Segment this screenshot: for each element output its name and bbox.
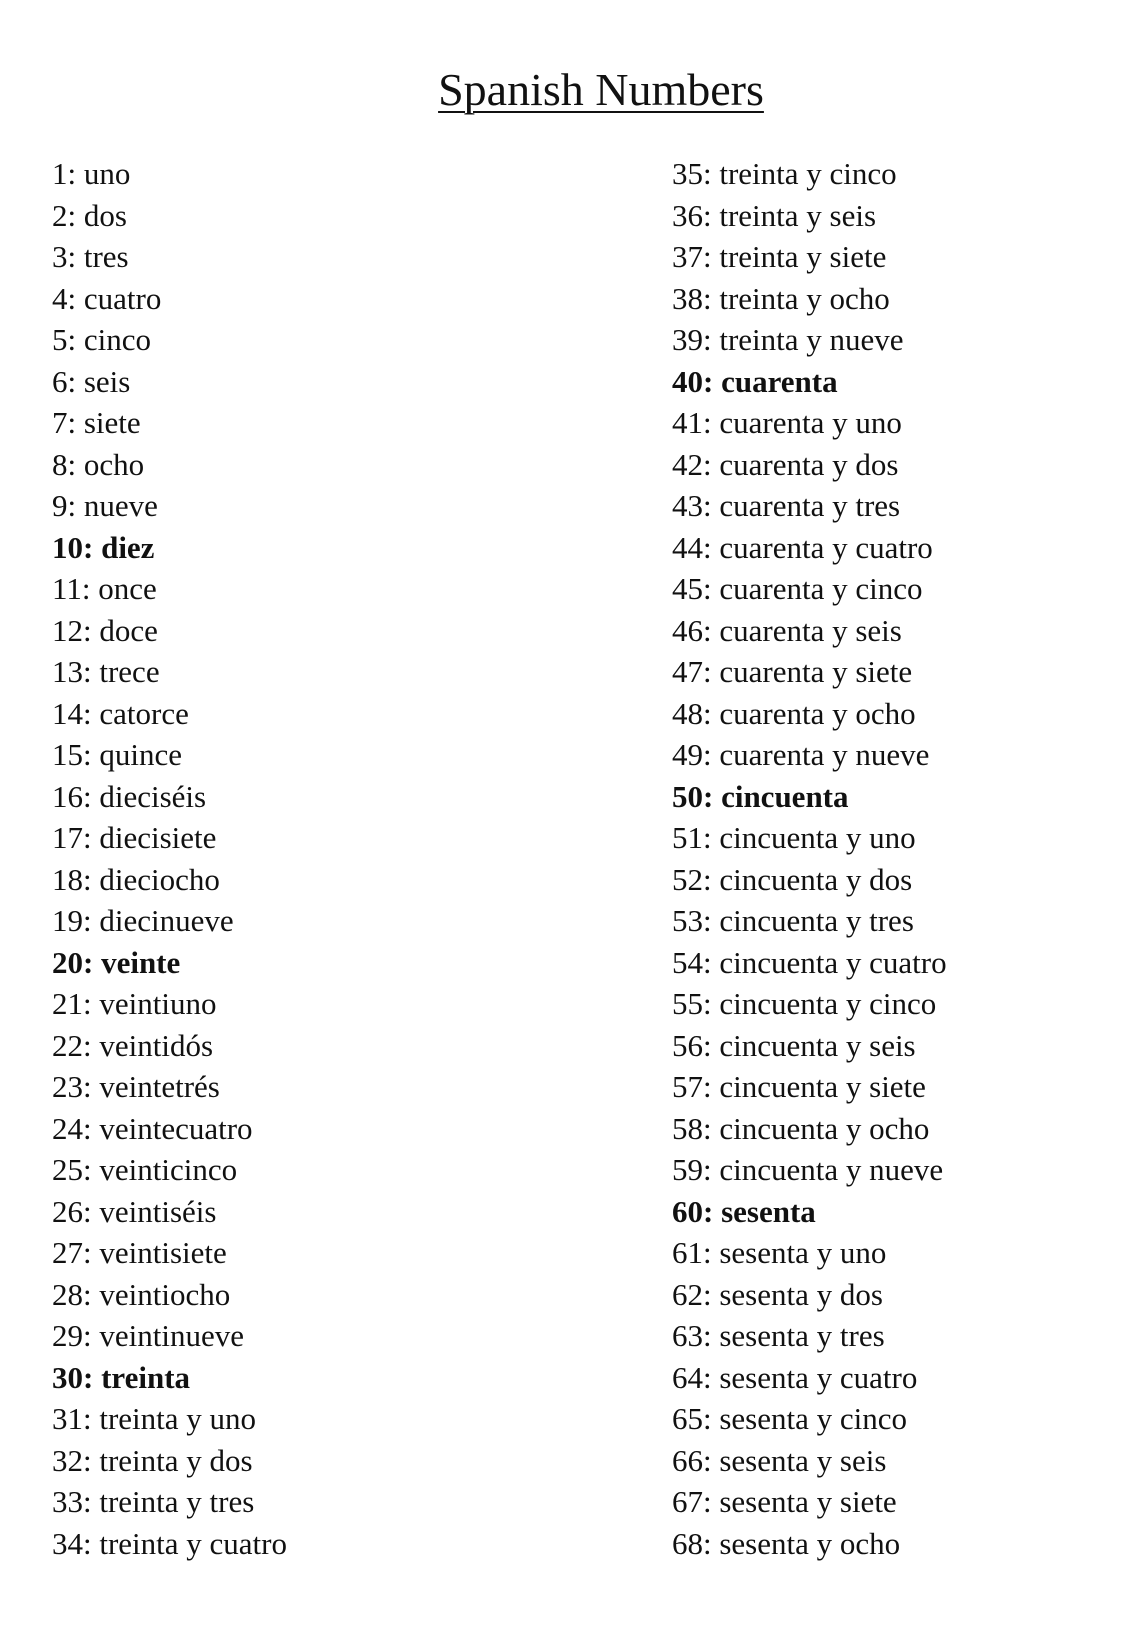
number-entry: 44: cuarenta y cuatro — [672, 529, 933, 565]
number-entry: 63: sesenta y tres — [672, 1318, 885, 1353]
number-entry: 28: veintiocho — [52, 1276, 231, 1312]
number-entry: 21: veintiuno — [52, 986, 217, 1021]
number-entry: 46: cuarenta y seis — [672, 612, 902, 648]
number-entry: 3: tres — [52, 239, 129, 274]
number-entry-tens: 40: cuarenta — [672, 363, 838, 399]
number-entry: 19: diecinueve — [52, 903, 234, 938]
number-entry: 48: cuarenta y ocho — [672, 695, 916, 731]
number-entry: 22: veintidós — [52, 1027, 214, 1063]
number-entry: 47: cuarenta y siete — [672, 654, 913, 689]
number-entry: 61: sesenta y uno — [672, 1235, 887, 1270]
number-entry: 8: ocho — [52, 446, 145, 482]
number-entry: 1: uno — [52, 156, 131, 191]
number-entry: 65: sesenta y cinco — [672, 1401, 908, 1436]
number-entry: 56: cincuenta y seis — [672, 1027, 916, 1063]
number-entry: 6: seis — [52, 363, 131, 399]
number-entry: 13: trece — [52, 654, 160, 689]
number-entry-tens: 60: sesenta — [672, 1193, 816, 1229]
number-entry: 4: cuatro — [52, 280, 162, 316]
number-entry: 14: catorce — [52, 695, 189, 731]
number-entry: 5: cinco — [52, 322, 151, 357]
number-entry: 35: treinta y cinco — [672, 156, 897, 191]
number-entry: 52: cincuenta y dos — [672, 861, 913, 897]
number-entry: 42: cuarenta y dos — [672, 446, 899, 482]
number-entry: 41: cuarenta y uno — [672, 405, 902, 440]
number-entry: 9: nueve — [52, 488, 158, 523]
number-entry: 67: sesenta y siete — [672, 1484, 897, 1519]
number-entry: 32: treinta y dos — [52, 1442, 253, 1478]
number-entry: 43: cuarenta y tres — [672, 488, 901, 523]
number-entry: 38: treinta y ocho — [672, 280, 890, 316]
number-entry: 49: cuarenta y nueve — [672, 737, 930, 772]
number-entry: 34: treinta y cuatro — [52, 1525, 287, 1561]
number-entry: 29: veintinueve — [52, 1318, 244, 1353]
number-entry: 64: sesenta y cuatro — [672, 1359, 918, 1395]
number-entry: 7: siete — [52, 405, 141, 440]
number-entry: 39: treinta y nueve — [672, 322, 904, 357]
number-entry: 26: veintiséis — [52, 1193, 217, 1229]
number-entry: 51: cincuenta y uno — [672, 820, 916, 855]
number-entry: 24: veintecuatro — [52, 1110, 253, 1146]
page-title-text: Spanish Numbers — [438, 64, 764, 115]
page-title — [0, 62, 1140, 118]
number-entry: 59: cincuenta y nueve — [672, 1152, 944, 1187]
number-entry: 68: sesenta y ocho — [672, 1525, 901, 1561]
number-entry: 55: cincuenta y cinco — [672, 986, 937, 1021]
number-entry: 2: dos — [52, 197, 127, 233]
number-entry: 12: doce — [52, 612, 158, 648]
number-entry: 25: veinticinco — [52, 1152, 238, 1187]
number-entry: 18: dieciocho — [52, 861, 220, 897]
number-entry: 16: dieciséis — [52, 778, 207, 814]
number-entry-tens: 50: cincuenta — [672, 778, 849, 814]
number-entry-tens: 10: diez — [52, 529, 155, 565]
number-entry: 57: cincuenta y siete — [672, 1069, 926, 1104]
numbers-column-left — [52, 153, 287, 1564]
number-entry-tens: 20: veinte — [52, 944, 181, 980]
number-entry: 33: treinta y tres — [52, 1484, 255, 1519]
number-entry: 15: quince — [52, 737, 182, 772]
number-entry: 17: diecisiete — [52, 820, 217, 855]
numbers-column-right — [672, 153, 947, 1564]
number-entry: 23: veintetrés — [52, 1069, 220, 1104]
number-entry: 62: sesenta y dos — [672, 1276, 883, 1312]
number-entry: 54: cincuenta y cuatro — [672, 944, 947, 980]
number-entry-tens: 30: treinta — [52, 1359, 191, 1395]
number-entry: 31: treinta y uno — [52, 1401, 257, 1436]
number-entry: 45: cuarenta y cinco — [672, 571, 923, 606]
number-entry: 53: cincuenta y tres — [672, 903, 914, 938]
number-entry: 58: cincuenta y ocho — [672, 1110, 930, 1146]
number-entry: 37: treinta y siete — [672, 239, 887, 274]
number-entry: 27: veintisiete — [52, 1235, 227, 1270]
number-entry: 11: once — [52, 571, 157, 606]
number-entry: 36: treinta y seis — [672, 197, 877, 233]
number-entry: 66: sesenta y seis — [672, 1442, 887, 1478]
